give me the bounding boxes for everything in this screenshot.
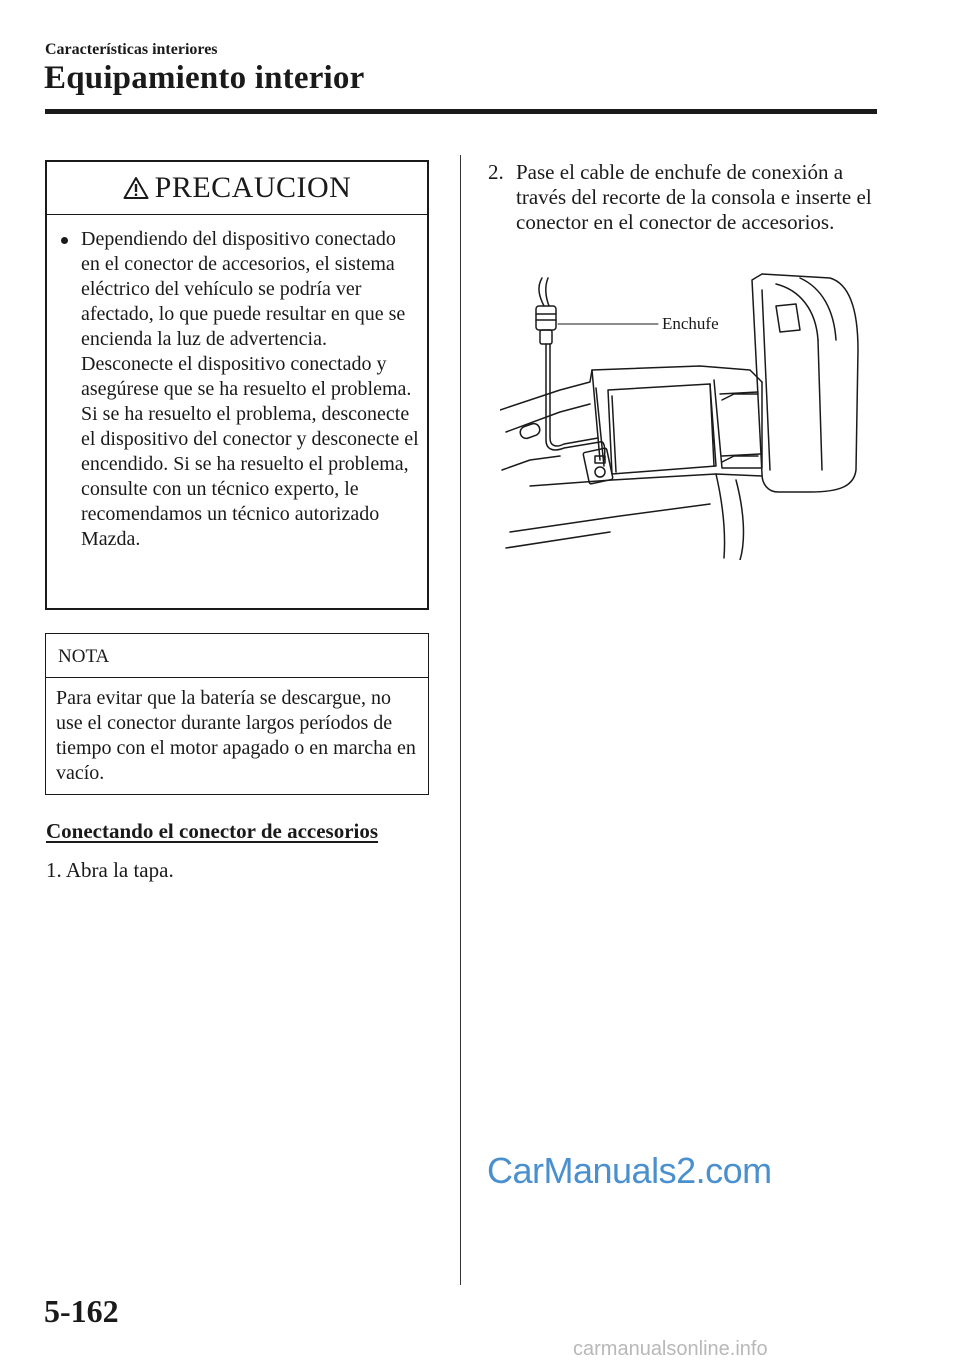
caution-box — [45, 160, 429, 610]
warning-triangle-icon — [123, 176, 149, 200]
step-2 — [488, 160, 878, 235]
caution-text: Dependiendo del dispositivo conectado en el conector de accesorios, el sistema eléctrico del vehículo se podría ver afectado, lo que puede resultar en que se encienda la luz de advertencia. Desconecte el dispositivo conectado y asegúrese que se ha resuelto el problema. Si se ha resuelto el problema, desconecte el dispositivo del conector y desconecte el encendido. Si se ha resuelto el problema, consulte con un técnico experto, le recomendamos un técnico autorizado Mazda. — [81, 228, 419, 550]
caution-body — [47, 215, 427, 552]
step-2-number: 2. — [488, 160, 504, 184]
note-text: Para evitar que la batería se descargue, no use el conector durante largos períodos de tiempo con el motor apagado o en marcha en vacío. — [56, 687, 416, 784]
plug-label: Enchufe — [662, 314, 719, 333]
caution-title: PRECAUCION — [154, 171, 352, 204]
title-rule — [45, 109, 877, 114]
note-box — [45, 633, 429, 795]
section-heading: Conectando el conector de accesorios — [46, 819, 379, 843]
watermark-logo: CarManuals2.com — [487, 1150, 772, 1191]
note-title: NOTA — [46, 634, 428, 678]
caution-header — [47, 162, 427, 215]
bullet-icon — [61, 237, 68, 244]
page-number: 5-162 — [44, 1293, 119, 1329]
column-divider — [460, 155, 461, 1285]
section-label: Características interiores — [45, 41, 218, 58]
step-1: 1. Abra la tapa. — [46, 858, 174, 882]
step-2-text: Pase el cable de enchufe de conexión a través del recorte de la consola e inserte el conector en el conector de accesorios. — [516, 160, 872, 234]
watermark-footer: carmanualsonline.info — [573, 1338, 768, 1360]
page-title: Equipamiento interior — [44, 60, 365, 96]
